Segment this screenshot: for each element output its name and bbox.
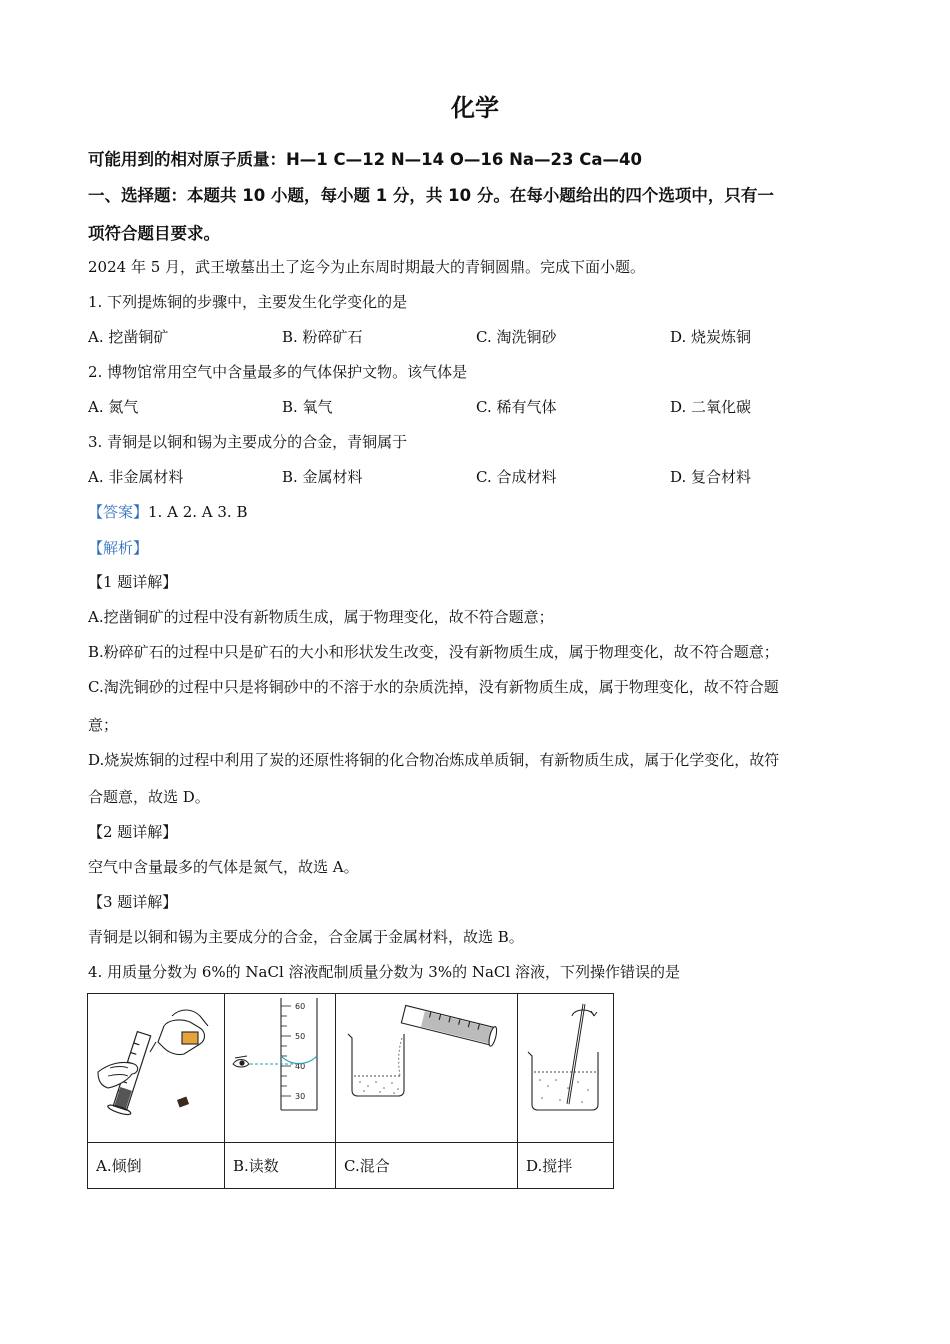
answer-line bbox=[88, 501, 247, 522]
question-2-stem: 2. 博物馆常用空气中含量最多的气体保护文物。该气体是 bbox=[88, 363, 468, 381]
pouring-illustration bbox=[88, 994, 224, 1142]
q1-option-a: A. 挖凿铜矿 bbox=[88, 328, 169, 346]
stirring-illustration bbox=[518, 994, 613, 1142]
section-heading-line1: 一、选择题：本题共 10 小题，每小题 1 分，共 10 分。在每小题给出的四个选项中，只有一 bbox=[88, 186, 774, 205]
question-4-stem: 4. 用质量分数为 6%的 NaCl 溶液配制质量分数为 3%的 NaCl 溶液，下列操作错误的是 bbox=[88, 963, 680, 981]
detail-1-head: 【1 题详解】 bbox=[88, 573, 178, 591]
page-title: 化学 bbox=[451, 93, 499, 122]
tick-label-40: 40 bbox=[295, 1062, 306, 1071]
question-3-stem: 3. 青铜是以铜和锡为主要成分的合金，青铜属于 bbox=[88, 433, 408, 451]
eye-icon bbox=[233, 1056, 249, 1067]
reading-illustration bbox=[225, 994, 335, 1142]
detail-1-b: B.粉碎矿石的过程中只是矿石的大小和形状发生改变，没有新物质生成，属于物理变化，故不符合题意； bbox=[88, 643, 779, 661]
q1-option-d: D. 烧炭炼铜 bbox=[670, 328, 752, 346]
q2-option-d: D. 二氧化碳 bbox=[670, 398, 752, 416]
figure-a-pouring bbox=[88, 994, 225, 1143]
q2-option-b: B. 氧气 bbox=[282, 398, 333, 416]
detail-1-d-line1: D.烧炭炼铜的过程中利用了炭的还原性将铜的化合物冶炼成单质铜，有新物质生成，属于化学变化，故符 bbox=[88, 751, 780, 769]
q2-option-a: A. 氮气 bbox=[88, 398, 139, 416]
answer-text: 1. A 2. A 3. B bbox=[148, 503, 248, 521]
atomic-mass-line: 可能用到的相对原子质量：H—1 C—12 N—14 O—16 Na—23 Ca—40 bbox=[88, 150, 642, 169]
section-heading-line2: 项符合题目要求。 bbox=[88, 224, 220, 243]
q3-option-b: B. 金属材料 bbox=[282, 468, 363, 486]
analysis-tag: 【解析】 bbox=[88, 539, 149, 557]
detail-2-text: 空气中含量最多的气体是氮气，故选 A。 bbox=[88, 858, 359, 876]
tick-label-60: 60 bbox=[295, 1002, 306, 1011]
detail-1-c-line1: C.淘洗铜砂的过程中只是将铜砂中的不溶于水的杂质洗掉，没有新物质生成，属于物理变化，故不符合题 bbox=[88, 678, 779, 696]
detail-3-head: 【3 题详解】 bbox=[88, 893, 178, 911]
detail-1-a: A.挖凿铜矿的过程中没有新物质生成，属于物理变化，故不符合题意； bbox=[88, 608, 554, 626]
q3-option-a: A. 非金属材料 bbox=[88, 468, 184, 486]
answer-tag: 【答案】 bbox=[88, 503, 149, 521]
q4-figure-table bbox=[87, 993, 614, 1189]
caption-d: D.搅拌 bbox=[518, 1143, 614, 1189]
question-1-stem: 1. 下列提炼铜的步骤中，主要发生化学变化的是 bbox=[88, 293, 408, 311]
q3-option-c: C. 合成材料 bbox=[476, 468, 557, 486]
detail-2-head: 【2 题详解】 bbox=[88, 823, 178, 841]
figure-c-mixing bbox=[336, 994, 518, 1143]
detail-1-d-line2: 合题意，故选 D。 bbox=[88, 788, 210, 806]
tick-label-50: 50 bbox=[295, 1032, 306, 1041]
tick-label-30: 30 bbox=[295, 1092, 306, 1101]
q1-option-c: C. 淘洗铜砂 bbox=[476, 328, 557, 346]
figure-d-stirring bbox=[518, 994, 614, 1143]
detail-3-text: 青铜是以铜和锡为主要成分的合金，合金属于金属材料，故选 B。 bbox=[88, 928, 524, 946]
caption-c: C.混合 bbox=[336, 1143, 518, 1189]
caption-a: A.倾倒 bbox=[88, 1143, 225, 1189]
intro-text: 2024 年 5 月，武王墩墓出土了迄今为止东周时期最大的青铜圆鼎。完成下面小题。 bbox=[88, 258, 646, 276]
mixing-illustration bbox=[336, 994, 517, 1142]
figure-b-reading bbox=[225, 994, 336, 1143]
q1-option-b: B. 粉碎矿石 bbox=[282, 328, 363, 346]
detail-1-c-line2: 意； bbox=[88, 716, 119, 734]
q2-option-c: C. 稀有气体 bbox=[476, 398, 557, 416]
caption-b: B.读数 bbox=[225, 1143, 336, 1189]
q3-option-d: D. 复合材料 bbox=[670, 468, 752, 486]
